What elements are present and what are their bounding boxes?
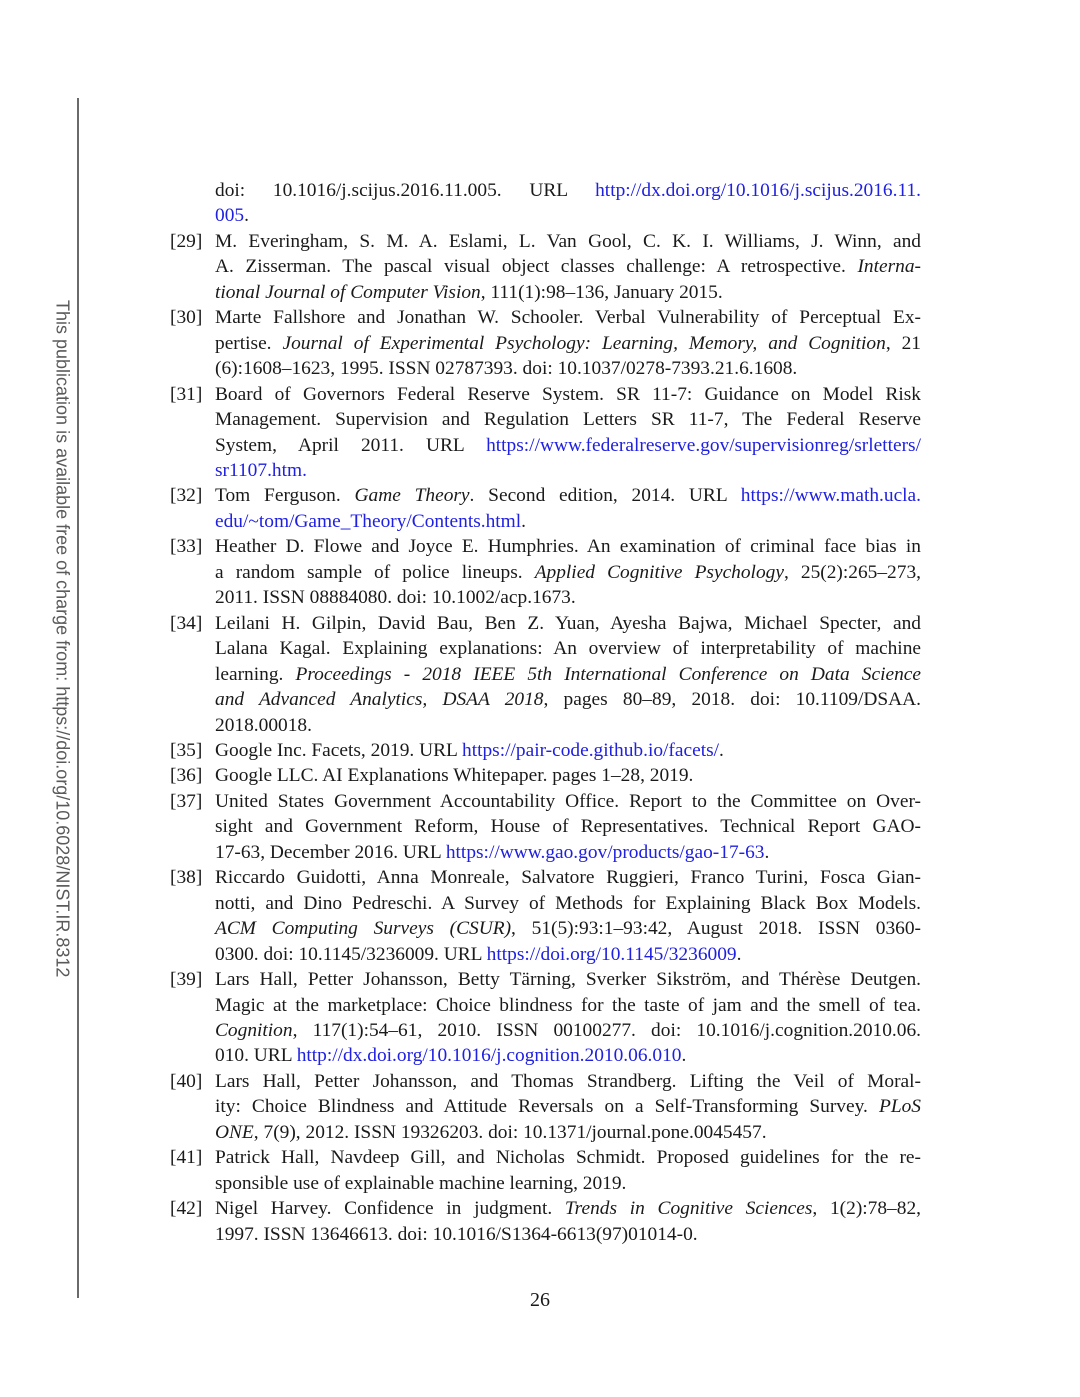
reference-line [215,865,921,890]
reference-line [215,254,921,279]
citation-text: Google LLC. AI Explanations Whitepaper. pages 1–28, 2019. [215,765,694,787]
citation-text: . [244,205,249,227]
reference-line [215,280,921,305]
citation-text: , 117(1):54–61, 2010. ISSN 00100277. doi: 10.1016/j.cognition.2010.06. [292,1019,921,1041]
publication-title: tional Journal of Computer Vision [215,281,481,303]
reference-line [215,1069,921,1094]
publication-title: PLoS [878,1096,921,1118]
reference-line [215,509,921,534]
citation-text: sponsible use of explainable machine learning, 2019. [215,1172,627,1194]
reference-entry [0,534,1080,610]
citation-text: notti, and Dino Pedreschi. A Survey of Methods for Explaining Black Box Models. [215,892,921,914]
reference-line [215,1196,921,1221]
publication-title: ACM Computing Surveys (CSUR) [215,918,512,940]
publication-title: Journal of Experimental Psychology: Learning, Memory, and Cognition [282,332,886,354]
reference-line [215,356,921,381]
publication-title: ONE [215,1121,254,1143]
reference-number: [34] [170,612,203,634]
reference-number: [42] [170,1198,203,1220]
citation-text: United States Government Accountability Office. Report to the Committee on Over- [215,790,921,812]
url-link[interactable]: https://www.gao.gov/products/gao-17-63 [445,841,765,863]
citation-text: Lalana Kagal. Explaining explanations: An overview of interpretability of machine [215,638,921,660]
citation-text: learning. [215,663,296,685]
citation-text: doi: 10.1016/j.scijus.2016.11.005. URL [215,180,596,201]
url-link[interactable]: sr1107.htm. [215,459,307,481]
reference-number: [33] [170,536,203,558]
reference-line [215,178,921,203]
reference-number: [37] [170,790,203,812]
reference-line [215,687,921,712]
citation-text: . [736,943,742,965]
publication-title: Interna- [857,256,921,278]
citation-text: Heather D. Flowe and Joyce E. Humphries. An examination of criminal face bias in [215,536,921,558]
citation-text: 1997. ISSN 13646613. doi: 10.1016/S1364-6613(97)01014-0. [215,1223,698,1245]
citation-text: , 111(1):98–136, January 2015. [480,281,723,303]
publication-title: Cognition [215,1019,293,1041]
reference-line [215,1043,921,1068]
reference-entry [0,1069,1080,1145]
publication-title: Applied Cognitive Psychology [534,561,784,583]
citation-text: , 1(2):78–82, [812,1198,921,1220]
reference-entry [0,738,1080,763]
publication-title: Proceedings - 2018 IEEE 5th International Conference on Data Science [295,663,921,685]
citation-text: Leilani H. Gilpin, David Bau, Ben Z. Yuan, Ayesha Bajwa, Michael Specter, and [215,612,921,634]
publication-title: Trends in Cognitive Sciences [564,1198,813,1220]
reference-line [215,407,921,432]
reference-number: [39] [170,969,203,991]
citation-text: . Second edition, 2014. URL [469,485,741,507]
reference-line [215,534,921,559]
reference-entry [0,1145,1080,1196]
reference-line [215,713,921,738]
reference-entry [0,229,1080,305]
citation-text: . [764,841,770,863]
citation-text: Marte Fallshore and Jonathan W. Schooler. Verbal Vulnerability of Perceptual Ex- [215,307,921,329]
reference-number: [38] [170,867,203,889]
url-link[interactable]: https://www.math.ucla. [740,485,922,507]
reference-number: [32] [170,485,203,507]
reference-line [215,1094,921,1119]
reference-line [215,1145,921,1170]
reference-number: [31] [170,383,203,405]
citation-text: . [681,1045,687,1067]
reference-entry [0,483,1080,534]
citation-text: 0300. doi: 10.1145/3236009. URL [215,943,487,965]
reference-entry [0,382,1080,484]
reference-line [215,203,921,228]
citation-text: Management. Supervision and Regulation Letters SR 11-7, The Federal Reserve [215,409,921,431]
reference-entry [0,1196,1080,1247]
reference-line [215,331,921,356]
reference-line [215,636,921,661]
citation-text: . [719,739,724,761]
reference-line [215,433,921,458]
availability-note: This publication is available free of charge from: https://doi.org/10.6028/NIST.IR.8312 [52,300,73,978]
reference-entry [0,763,1080,788]
citation-text: Magic at the marketplace: Choice blindness for the taste of jam and the smell of tea. [215,994,921,1016]
url-link[interactable]: http://dx.doi.org/10.1016/j.scijus.2016.11. [595,180,921,201]
publication-title: and Advanced Analytics, DSAA 2018 [215,689,544,711]
reference-line [215,305,921,330]
citation-text: Lars Hall, Petter Johansson, and Thomas Strandberg. Lifting the Veil of Moral- [215,1070,921,1092]
publication-title: Game Theory [354,485,470,507]
reference-number: [35] [170,739,203,761]
url-link[interactable]: edu/~tom/Game_Theory/Contents.html [215,510,522,532]
reference-line [215,942,921,967]
citation-text: A. Zisserman. The pascal visual object classes challenge: A retrospective. [215,256,858,278]
reference-entry [0,865,1080,967]
reference-number: [41] [170,1147,203,1169]
citation-text: Patrick Hall, Navdeep Gill, and Nicholas Schmidt. Proposed guidelines for the re- [215,1147,921,1169]
citation-text: System, April 2011. URL [215,434,487,456]
reference-entry [0,305,1080,381]
reference-line [215,382,921,407]
citation-text: 2011. ISSN 08884080. doi: 10.1002/acp.1673. [215,587,576,609]
reference-line [215,891,921,916]
citation-text: 2018.00018. [215,714,312,736]
citation-text: Nigel Harvey. Confidence in judgment. [215,1198,565,1220]
reference-number: [36] [170,765,203,787]
citation-text: Google Inc. Facets, 2019. URL [215,739,463,761]
reference-line [215,763,921,788]
reference-entry [0,967,1080,1069]
citation-text: ity: Choice Blindness and Attitude Reversals on a Self-Transforming Survey. [215,1096,879,1118]
reference-line [215,789,921,814]
page-number: 26 [530,1289,550,1311]
reference-number: [29] [170,230,203,252]
reference-line [215,611,921,636]
reference-line [215,1222,921,1247]
citation-text: Riccardo Guidotti, Anna Monreale, Salvatore Ruggieri, Franco Turini, Fosca Gian- [215,867,921,889]
reference-line [215,916,921,941]
reference-line [215,458,921,483]
reference-line [215,738,921,763]
reference-entry [0,611,1080,738]
url-link[interactable]: https://doi.org/10.1145/3236009 [486,943,737,965]
reference-line [215,560,921,585]
reference-line [215,814,921,839]
reference-line [215,840,921,865]
citation-text: sight and Government Reform, House of Representatives. Technical Report GAO- [215,816,921,838]
citation-text: a random sample of police lineups. [215,561,535,583]
reference-line [215,993,921,1018]
url-link[interactable]: https://pair-code.github.io/facets/ [462,739,720,761]
reference-entry [0,789,1080,865]
citation-text: pertise. [215,332,283,354]
citation-text: Lars Hall, Petter Johansson, Betty Tärning, Sverker Sikström, and Thérèse Deutgen. [215,969,921,991]
citation-text: , pages 80–89, 2018. doi: 10.1109/DSAA. [543,689,921,711]
reference-line [215,967,921,992]
reference-number: [40] [170,1070,203,1092]
reference-line [215,483,921,508]
url-link[interactable]: https://www.federalreserve.gov/supervisionreg/srletters/ [486,434,921,456]
citation-text: Tom Ferguson. [215,485,355,507]
citation-text: , 25(2):265–273, [783,561,921,583]
citation-text: M. Everingham, S. M. A. Eslami, L. Van Gool, C. K. I. Williams, J. Winn, and [215,230,921,252]
citation-text: 010. URL [215,1045,297,1067]
citation-text: 17-63, December 2016. URL [215,841,446,863]
citation-text: , 51(5):93:1–93:42, August 2018. ISSN 0360- [511,918,921,940]
url-link[interactable]: 005 [215,205,245,227]
reference-line [215,1120,921,1145]
reference-list [0,178,1080,1247]
citation-text: Board of Governors Federal Reserve System. SR 11-7: Guidance on Model Risk [215,383,921,405]
url-link[interactable]: http://dx.doi.org/10.1016/j.cognition.2010.06.010 [296,1045,682,1067]
reference-line [215,585,921,610]
reference-line [215,229,921,254]
citation-text: , 7(9), 2012. ISSN 19326203. doi: 10.1371/journal.pone.0045457. [253,1121,767,1143]
reference-line [215,1018,921,1043]
citation-text: , 21 [885,332,921,354]
citation-text: (6):1608–1623, 1995. ISSN 02787393. doi: 10.1037/0278-7393.21.6.1608. [215,358,798,380]
reference-entry [0,178,1080,229]
reference-number: [30] [170,307,203,329]
reference-line [215,1171,921,1196]
citation-text: . [521,510,527,532]
reference-line [215,662,921,687]
